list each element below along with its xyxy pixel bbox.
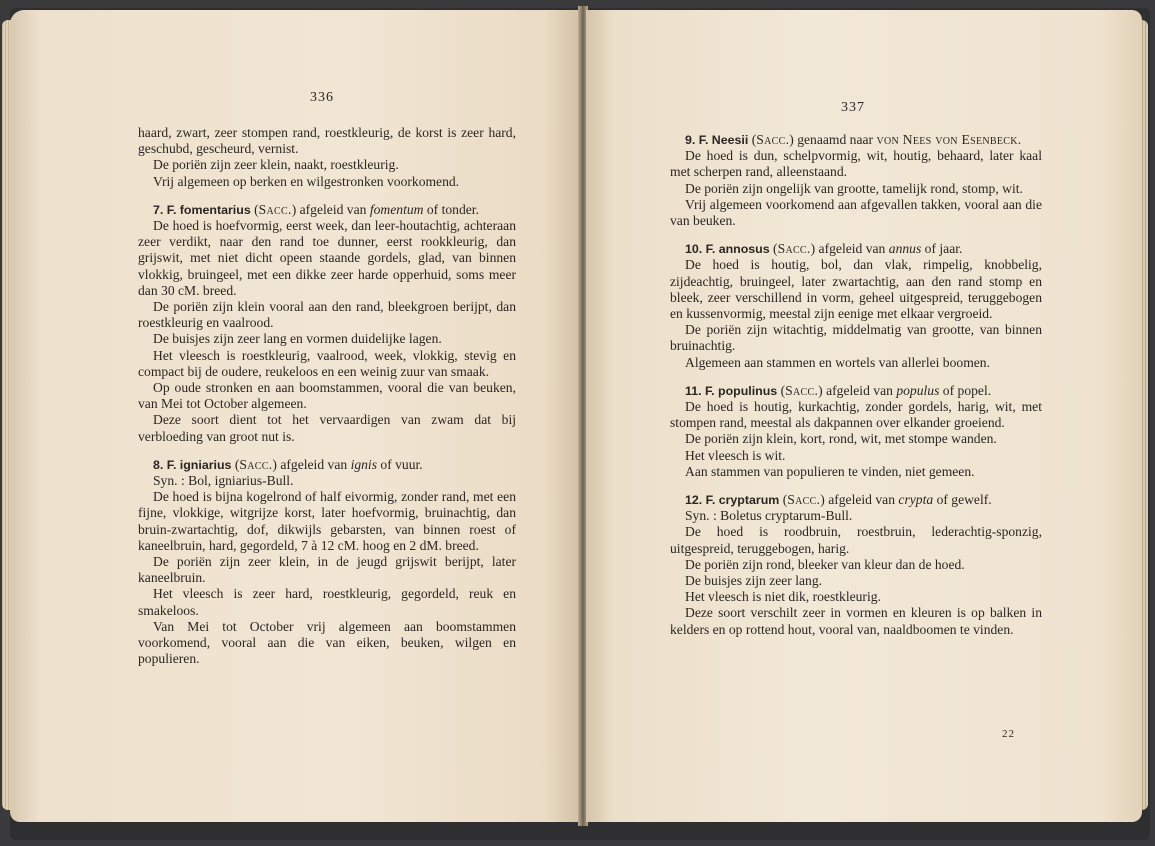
species-epithet: Neesii [711,133,749,147]
paragraph: Deze soort dient tot het vervaardigen van zwam dat bij verbloeding van groot nut is. [138,412,516,444]
species-genus: F. [705,493,716,508]
species-heading: 11. F. populinus (Sacc.) afgeleid van populus of popel. [685,382,992,398]
species-genus: F. [166,202,177,217]
species-derivation-pre: afgeleid van [818,241,886,257]
paragraph: De buisjes zijn zeer lang. [685,573,823,589]
paragraph: Aan stammen van populieren te vinden, niet gemeen. [685,463,975,479]
right-page-text [670,132,1042,638]
species-derivation-word: ignis [350,456,377,472]
paragraph: De hoed is houtig, kurkachtig, zonder gordels, harig, wit, met stompen rand, meestal als dakpannen over elkander groeiend. [670,399,1042,431]
paragraph: Het vleesch is roestkleurig, vaalrood, week, vlokkig, stevig en compact bij de oudere, reukeloos en een weinig zuur van smaak. [138,347,516,379]
species-derivation-word: von Nees von Esenbeck. [876,132,1022,147]
species-number: 12. [685,493,703,508]
species-heading: 8. F. igniarius (Sacc.) afgeleid van ignis of vuur. [153,456,423,472]
species-derivation-post: of popel. [942,382,992,398]
species-derivation-word: annus [888,241,922,257]
species-derivation-pre: afgeleid van [828,492,896,508]
species-heading: 10. F. annosus (Sacc.) afgeleid van annus of jaar. [685,241,963,257]
paragraph: De hoed is roodbruin, roestbruin, lederachtig-sponzig, uitgespreid, teruggebogen, harig. [670,524,1042,556]
species-heading: 7. F. fomentarius (Sacc.) afgeleid van fomentum of tonder. [153,201,479,217]
species-derivation-post: of jaar. [924,241,963,257]
paragraph: Vrij algemeen voorkomend aan afgevallen takken, vooral aan die van beuken. [670,196,1042,229]
species-derivation-pre: genaamd naar [797,132,874,147]
paragraph: De poriën zijn ongelijk van grootte, tamelijk rond, stomp, wit. [685,180,1023,196]
species-derivation-post: of tonder. [426,201,479,217]
species-heading: 9. F. Neesii (Sacc.) genaamd naar von Nees von Esenbeck. [685,132,1022,147]
species-genus: F. [698,133,709,147]
species-derivation-post: of gewelf. [936,492,992,508]
species-genus: F. [704,383,715,398]
species-derivation-word: crypta [898,492,934,508]
paragraph: De buisjes zijn zeer lang en vormen duidelijke lagen. [153,331,442,347]
paragraph: De poriën zijn witachtig, middelmatig van grootte, van binnen bruinachtig. [670,322,1042,354]
paragraph: haard, zwart, zeer stompen rand, roestkleurig, de korst is zeer hard, geschubd, gescheurd, vernist. [138,125,516,157]
left-page-text [138,125,516,668]
paragraph: Het vleesch is wit. [685,447,786,463]
species-epithet: annosus [718,242,770,257]
species-number: 10. [685,242,703,257]
species-number: 8. [153,457,164,472]
species-epithet: igniarius [179,457,232,472]
species-epithet: cryptarum [718,493,780,508]
species-derivation-post: of vuur. [380,456,423,472]
species-synonym: Syn. : Bol, igniarius-Bull. [153,473,294,489]
species-epithet: fomentarius [179,202,251,217]
paragraph: De poriën zijn zeer klein, in de jeugd grijswit berijpt, later kaneelbruin. [138,554,516,586]
species-authority: Sacc. [239,456,273,472]
species-synonym: Syn. : Boletus cryptarum-Bull. [685,508,853,524]
paragraph: Vrij algemeen op berken en wilgestronken voorkomend. [153,173,460,189]
species-derivation-pre: afgeleid van [826,382,893,398]
species-number: 9. [685,133,696,147]
paragraph: De hoed is hoefvormig, eerst week, dan leer-houtachtig, achteraan zeer verdikt, naar den rand toe dunner, eerst rookkleurig, dan grijswit, met niet dicht opeen staande gordels, glad, van binnen vlokkig, bruingeel, met een dikke zeer harde opperhuid, soms meer dan 30 cM. breed. [138,218,516,298]
paragraph: De poriën zijn rond, bleeker van kleur dan de hoed. [685,556,965,572]
species-genus: F. [705,242,716,257]
paragraph: Op oude stronken en aan boomstammen, vooral die van beuken, van Mei tot October algemeen. [138,380,516,412]
species-number: 11. [685,383,702,398]
species-heading: 12. F. cryptarum (Sacc.) afgeleid van crypta of gewelf. [685,492,992,508]
species-authority: Sacc. [777,241,811,257]
species-number: 7. [153,202,164,217]
paragraph: De poriën zijn klein, kort, rond, wit, met stompe wanden. [685,431,997,447]
species-derivation-word: populus [896,382,940,398]
paragraph: Deze soort verschilt zeer in vormen en kleuren is op balken in kelders en op rottend hout, vooral van, naaldboomen te vinden. [670,605,1042,637]
paragraph: De poriën zijn zeer klein, naakt, roestkleurig. [153,157,399,173]
species-authority: Sacc. [785,382,819,398]
species-epithet: populinus [718,383,778,398]
species-derivation-word: fomentum [369,201,424,217]
paragraph: Van Mei tot October vrij algemeen aan boomstammen voorkomend, vooral aan die van eiken, beuken, wilgen en populieren. [138,618,516,667]
left-page [10,10,580,822]
paragraph: De hoed is dun, schelpvormig, wit, houtig, behaard, later kaal met scherpen rand, alleenstaand. [670,148,1042,180]
species-authority: Sacc. [258,201,292,217]
right-page [586,10,1142,822]
paragraph: Algemeen aan stammen en wortels van allerlei boomen. [685,354,990,370]
paragraph: De poriën zijn klein vooral aan den rand, bleekgroen berijpt, dan roestkleurig en vaalrood. [138,299,516,331]
paragraph: Het vleesch is zeer hard, roestkleurig, gegordeld, reuk en smakeloos. [138,586,516,618]
paragraph: De hoed is bijna kogelrond of half eivormig, zonder rand, met een fijne, vlokkige, witgrijze korst, later hoefvormig, bruinachtig, dan bruin-zwartachtig, dof, dikwijls gebarsten, van binnen roest of kaneelbruin, hard, gegordeld, 7 à 12 cM. hoog en 2 dM. breed. [138,489,516,553]
paragraph: Het vleesch is niet dik, roestkleurig. [685,589,881,605]
species-authority: Sacc. [756,132,790,147]
signature-mark: 22 [1002,728,1015,740]
species-authority: Sacc. [787,492,821,508]
species-derivation-pre: afgeleid van [280,456,348,472]
species-derivation-pre: afgeleid van [299,201,367,217]
species-genus: F. [166,457,177,472]
page-number: 337 [841,100,865,115]
page-number: 336 [310,90,334,105]
paragraph: De hoed is houtig, bol, dan vlak, rimpelig, knobbelig, zijdeachtig, bruingeel, later zwartachtig, aan den rand stomp en bleek, zeer verschillend in vorm, geheel uitgespreid, teruggebogen en kussenvormig, meestal zijn eenige met elkaar vergroeid. [670,257,1042,322]
